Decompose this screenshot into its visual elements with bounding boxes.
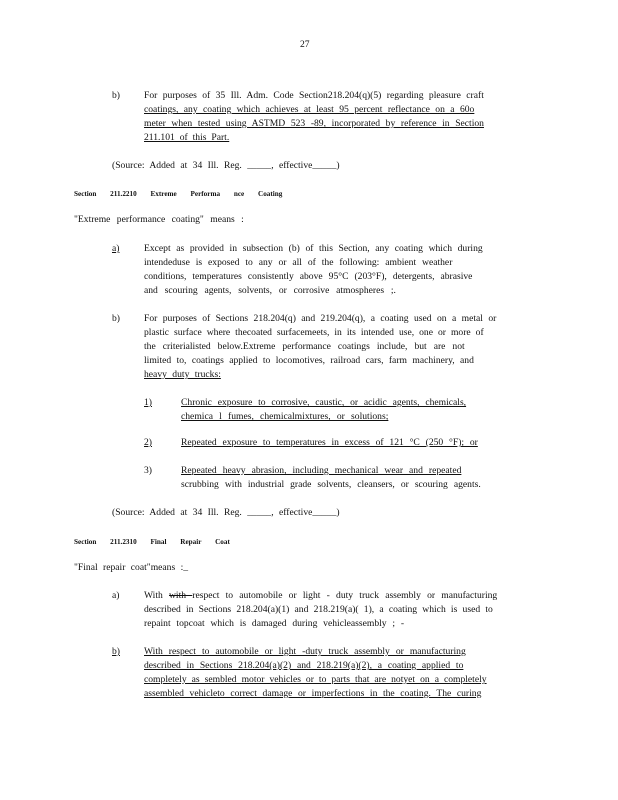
para-2210-b-label: b)	[112, 313, 120, 324]
section-heading-2210: Section 211.2210 Extreme Performa nce Coating	[74, 190, 283, 198]
item-3-label: 3)	[144, 465, 152, 476]
para-2310-a-line-1-pre: With	[144, 590, 169, 601]
section-heading-2310: Section 211.2310 Final Repair Coat	[74, 538, 230, 546]
para-2310-a-line-3: repaint topcoat which is damaged during vehicleassembly ; -	[144, 618, 405, 629]
item-1-label: 1)	[144, 397, 152, 408]
para-2310-a-line-1-post: respect to automobile or light - duty truck assembly or manufacturing	[192, 590, 498, 601]
para-2310-b-line-2: described in Sections 218.204(a)(2) and 218.219(a)(2), a coating applied to	[144, 660, 464, 671]
para-2210-b-line-1: For purposes of Sections 218.204(q) and 219.204(q), a coating used on a metal or	[144, 313, 497, 324]
page-number: 27	[300, 39, 310, 50]
para-2210-a-line-2: intendeduse is exposed to any or all of the following: ambient weather	[144, 257, 453, 268]
item-1-line-2: chemica l fumes, chemicalmixtures, or solutions;	[181, 411, 389, 422]
source-note-1: (Source: Added at 34 Ill. Reg. _____, effective_____)	[112, 160, 340, 171]
para-2210-a-line-4: and scouring agents, solvents, or corrosive atmospheres ;.	[144, 285, 396, 296]
para-2310-b-label: b)	[112, 646, 120, 657]
para-2310-b-line-3: completely as sembled motor vehicles or to parts that are notyet on a completely	[144, 674, 487, 685]
item-1-line-1: Chronic exposure to corrosive, caustic, or acidic agents, chemicals,	[181, 397, 467, 408]
para-2210-a-line-1: Except as provided in subsection (b) of this Section, any coating which during	[144, 243, 483, 254]
para-2310-b-line-1: With respect to automobile or light -duty truck assembly or manufacturing	[144, 646, 466, 657]
para-b-line-2: coatings, any coating which achieves at least 95 percent reflectance on a 60o	[144, 104, 475, 115]
para-2210-a-label: a)	[112, 243, 120, 254]
para-2210-b-line-5: heavy duty trucks:	[144, 369, 221, 380]
para-b-line-3: meter when tested using ASTMD 523 -89, incorporated by reference in Section	[144, 118, 484, 129]
source-note-2: (Source: Added at 34 Ill. Reg. _____, effective_____)	[112, 507, 340, 518]
definition-2210: "Extreme performance coating" means :	[74, 214, 244, 225]
para-2210-b-line-2: plastic surface where thecoated surfacemeets, in its intended use, one or more of	[144, 327, 484, 338]
item-3-line-2: scrubbing with industrial grade solvents, cleansers, or scouring agents.	[181, 479, 481, 490]
para-2310-a-line-2: described in Sections 218.204(a)(1) and 218.219(a)( 1), a coating which is used to	[144, 604, 493, 615]
para-2310-a-line-1	[144, 589, 497, 603]
para-2210-b-line-4: limited to, coatings applied to locomotives, railroad cars, farm machinery, and	[144, 355, 474, 366]
para-b-line-1: For purposes of 35 Ill. Adm. Code Section218.204(q)(5) regarding pleasure craft	[144, 90, 484, 101]
para-b-line-4: 211.101 of this Part.	[144, 132, 230, 143]
para-b-label: b)	[112, 90, 120, 101]
item-3-line-1: Repeated heavy abrasion, including mechanical wear and repeated	[181, 465, 462, 476]
definition-2310: "Final repair coat"means :_	[74, 562, 189, 573]
para-2310-a-label: a)	[112, 590, 120, 601]
item-2-label: 2)	[144, 437, 152, 448]
item-2-line-1: Repeated exposure to temperatures in excess of 121 °C (250 °F); or	[181, 437, 478, 448]
para-2310-b-line-4: assembled vehicleto correct damage or imperfections in the coating. The curing	[144, 688, 482, 699]
para-2210-a-line-3: conditions, temperatures consistently above 95°C (203°F), detergents, abrasive	[144, 271, 473, 282]
para-2210-b-line-3: the criterialisted below.Extreme performance coatings include, but are not	[144, 341, 465, 352]
para-2310-a-deleted-text: with	[169, 590, 193, 601]
